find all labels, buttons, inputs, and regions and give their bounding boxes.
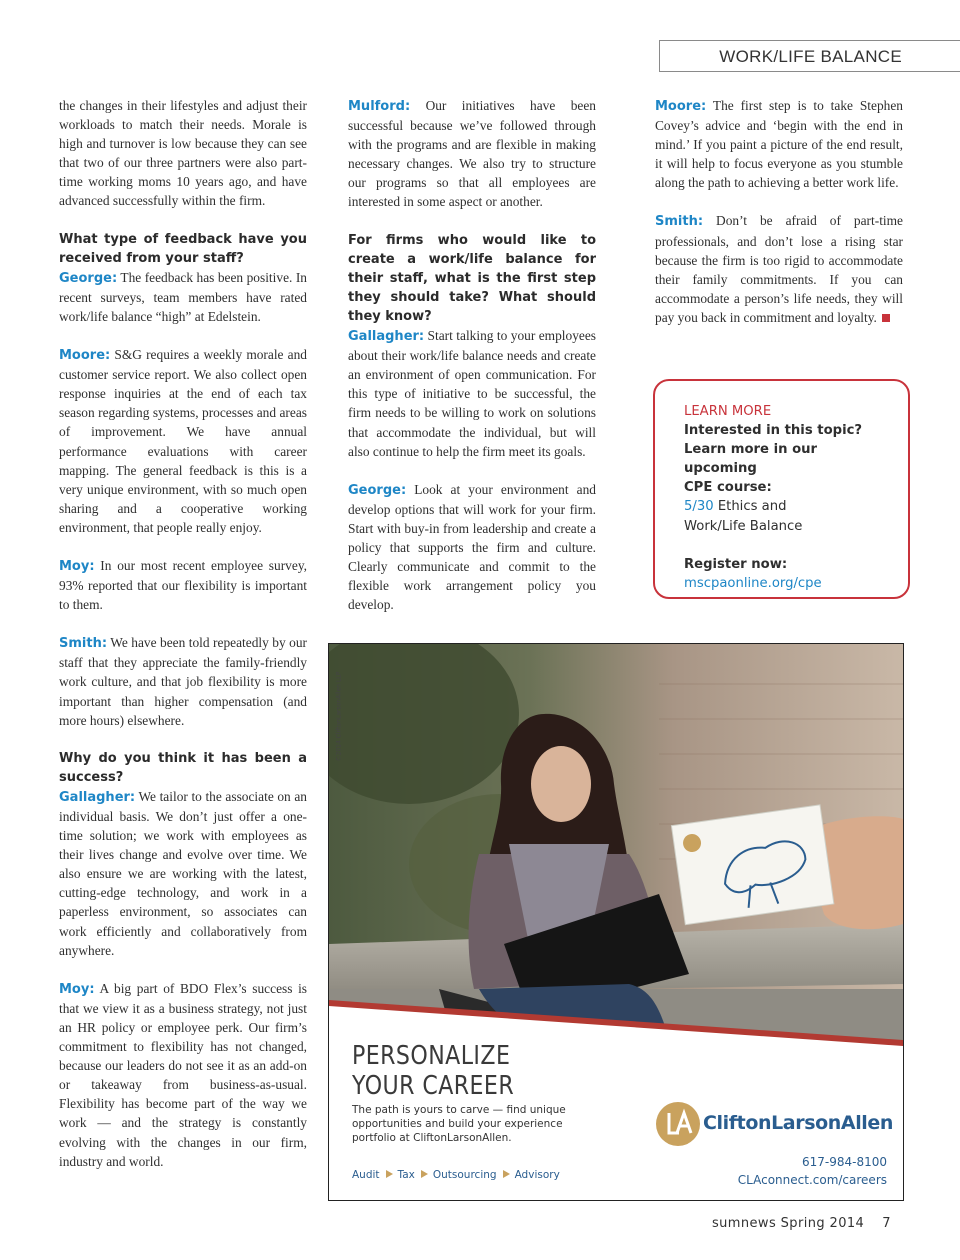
learn-more-line: Learn more in our upcoming <box>684 442 818 477</box>
ad-headline: PERSONALIZE YOUR CAREER <box>352 1041 515 1101</box>
paragraph: Moore: S&G requires a weekly morale and customer service report. We also collect open response inquiries at the end of each tax season regarding systems, processes and areas of improvement. We have annual performance evaluations with career mapping. The general feedback is this is a very unique environment, with so much open sharing and a cooperative working environment, that people really enjoy. <box>59 347 307 535</box>
paragraph: Gallagher: Start talking to your employees about their work/life balance needs and create an environment of open communication. For this type of initiative to be successful, the firm needs to be willing to work on solutions that accommodate the individual, but will also continue to help the firm meet its goals. <box>348 328 596 459</box>
register-link[interactable]: mscpaonline.org/cpe <box>684 575 822 591</box>
interview-question: For firms who would like to create a work/life balance for their staff, what is the first step they should take? What should they know? <box>348 232 596 324</box>
ad-body-text: The path is yours to carve — find unique opportunities and build your experience portfolio at CliftonLarsonAllen. <box>352 1104 566 1144</box>
speaker-name: Moore: <box>655 99 707 114</box>
ad-copyright: ©2014 CliftonLarsonAllen LLP <box>335 671 343 762</box>
speaker-name: Moore: <box>59 348 111 364</box>
paragraph: Smith: We have been told repeatedly by our staff that they appreciate the family-friendly work culture, and that job flexibility is more important than higher compensation (and more hours) elsewhere. <box>59 635 307 728</box>
ad-photo <box>329 644 903 1064</box>
cla-logo-text: CliftonLarsonAllen <box>703 1112 894 1134</box>
ad-url[interactable]: CLAconnect.com/careers <box>737 1173 887 1187</box>
learn-more-box <box>653 379 910 599</box>
interview-question: What type of feedback have you received from your staff? <box>59 231 307 266</box>
learn-more-title: LEARN MORE <box>684 404 772 419</box>
page-number: 7 <box>882 1216 891 1231</box>
end-of-article-mark <box>882 314 890 322</box>
article-column-1 <box>59 96 307 1190</box>
article-column-3 <box>655 96 903 346</box>
paragraph: George: The feedback has been positive. In recent surveys, team members have rated work/life balance “high” at Edelstein. <box>59 269 307 324</box>
advertisement <box>328 643 904 1201</box>
speaker-name: George: <box>348 482 407 498</box>
section-header-tab <box>659 40 960 72</box>
speaker-name: Mulford: <box>348 99 411 114</box>
register-label: Register now: <box>684 556 788 572</box>
course-date: 5/30 <box>684 499 714 515</box>
speaker-name: Moy: <box>59 558 95 574</box>
article-column-2 <box>348 96 596 633</box>
service-item: Advisory <box>514 1169 560 1181</box>
section-header-title: WORK/LIFE BALANCE <box>719 47 902 66</box>
learn-more-line: Interested in this topic? <box>684 423 863 439</box>
arrow-right-icon <box>386 1170 393 1178</box>
arrow-right-icon <box>421 1170 428 1178</box>
speaker-name: George: <box>59 270 118 286</box>
speaker-name: Gallagher: <box>348 329 425 345</box>
service-item: Audit <box>352 1169 380 1181</box>
speaker-name: Smith: <box>655 214 704 230</box>
paragraph: the changes in their lifestyles and adjust their workloads to match their needs. Morale is high and turnover is low because they can see that two of our three partners were also part-time working moms 10 years ago, and have advanced successfully within the firm. <box>59 98 307 209</box>
paragraph: Moy: A big part of BDO Flex’s success is that we view it as a business strategy, not just an HR policy or employee perk. Our firm’s commitment to flexibility has not changed, because our leaders do not see it as an add-on or takeaway from business-as-usual. Flexibility has become part of the way we work — and the strategy is constantly evolving with the changes in our firm, industry and world. <box>59 980 307 1169</box>
service-item: Tax <box>397 1169 415 1181</box>
speaker-name: Moy: <box>59 981 95 997</box>
paragraph: Mulford: Our initiatives have been successful because we’ve followed through with the programs and are flexible in making necessary changes. We also try to structure our programs so that all employees are interested in some aspect or another. <box>348 98 596 210</box>
publication-name: sumnews Spring 2014 <box>712 1216 865 1231</box>
speaker-name: Smith: <box>59 636 108 652</box>
paragraph: Smith: Don’t be afraid of part-time professionals, and don’t lose a rising star because the firm is too rigid to accommodate their family commitments. If you can accommodate a person’s life needs, they will pay you back in commitment and loyalty. <box>655 213 903 325</box>
paragraph: Gallagher: We tailor to the associate on an individual basis. We don’t just offer a one-time solution; we work with employees as their lives change and evolve over time. We also ensure we are working with the latest, cutting-edge technology, and work in a paperless environment, so associates can work efficiently and collaboratively from anywhere. <box>59 788 307 958</box>
course-title-line-2: Work/Life Balance <box>684 518 803 534</box>
page-footer <box>712 1216 891 1231</box>
ad-phone: 617-984-8100 <box>801 1155 887 1169</box>
speaker-name: Gallagher: <box>59 789 136 805</box>
learn-more-line: CPE course: <box>684 480 772 496</box>
arrow-right-icon <box>503 1170 510 1178</box>
service-item: Outsourcing <box>432 1169 497 1181</box>
paragraph: George: Look at your environment and develop options that will work for your firm. Start with buy-in from leadership and create a policy that supports the firm and culture. Clearly communicate and commit to the flexible work arrangement policy you develop. <box>348 481 596 613</box>
ad-services <box>352 1169 560 1181</box>
paragraph: Moore: The first step is to take Stephen Covey’s advice and ‘begin with the end in mind.’ If you paint a picture of the end result, it will help to focus everyone as you stumble along the path to achieving a better work life. <box>655 98 903 191</box>
course-title: 5/30 Ethics and <box>684 499 787 515</box>
paragraph: Moy: In our most recent employee survey, 93% reported that our flexibility is important to them. <box>59 557 307 613</box>
interview-question: Why do you think it has been a success? <box>59 750 307 785</box>
cla-logo-icon <box>655 1101 701 1147</box>
